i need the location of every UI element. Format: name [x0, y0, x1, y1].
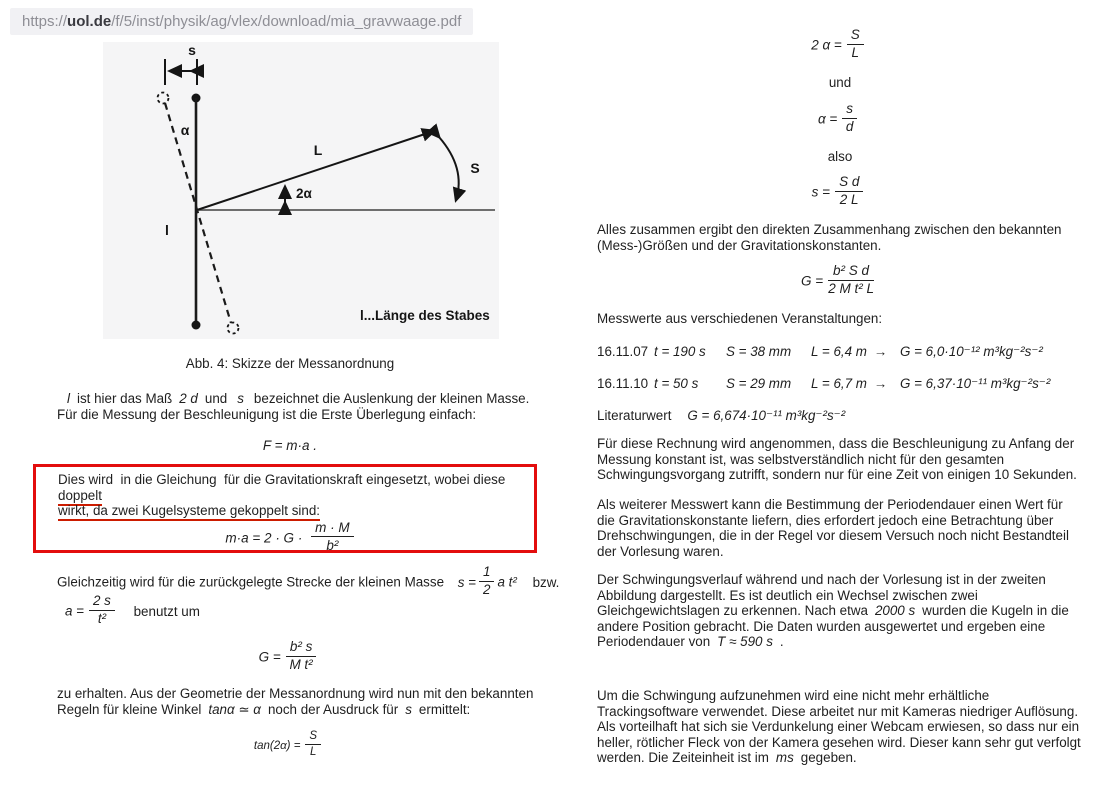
- measurement-row-2: [597, 376, 1089, 392]
- var-2d: 2 d: [179, 391, 198, 406]
- formula-lhs: s =: [811, 184, 831, 200]
- row-time: t = 190 s: [654, 344, 706, 359]
- tracking-paragraph: [597, 688, 1087, 766]
- formula-lhs: G =: [801, 273, 824, 289]
- row-L-value: L = 6,7 m: [811, 376, 867, 391]
- var-s: s: [237, 391, 244, 406]
- mass-bottom-dot: [192, 321, 201, 330]
- arrow-icon: →: [874, 376, 888, 391]
- geometry-text-2: noch der Ausdruck für: [267, 701, 399, 717]
- small-angle-relation: tanα ≃ α: [208, 701, 261, 717]
- tracking-text-1: Um die Schwingung aufzunehmen wird eine nicht mehr erhältliche Trackingsoftware verwendet. Diese arbeitet nur mit Kameras niedriger Auflösung. Als vorteilhaft hat sich sie Verdunkelung einer Webcam erwiesen, so dass nur ein heller, rötlicher Fleck von der Kamera gesehen wird. Dieser kann sehr gut verfolgt werden. Die Zeiteinheit ist im: [597, 688, 1081, 766]
- periodendauer-paragraph: Als weiterer Messwert kann die Bestimmung der Periodendauer einen Wert für die Gravitationskonstante liefern, dies erfordert jedoch eine Betrachtung über Drehschwingungen, die in der Regel vor diesem Versuch noch nicht Bestandteil der Vorlesung waren.: [597, 497, 1069, 559]
- label-S: S: [470, 160, 480, 176]
- unit-ms: ms: [775, 750, 794, 766]
- label-s-displacement: s: [188, 42, 196, 58]
- row-G-result: G = 6,0·10⁻¹² m³kg⁻²s⁻²: [900, 344, 1043, 359]
- fraction: $\frac{2 s}{\text{t²}}$: [89, 594, 115, 626]
- formula-alpha: [593, 101, 1087, 136]
- literaturwert-label: Literaturwert: [597, 408, 672, 423]
- connector-also: also: [827, 149, 853, 164]
- url-prefix: https://: [22, 12, 68, 30]
- intro-text-2: und: [204, 391, 228, 406]
- literaturwert-value: G = 6,674·10⁻¹¹ m³kg⁻²s⁻²: [687, 408, 846, 423]
- formula-newton: F = m·a .: [262, 438, 318, 453]
- redbox-underlined-1: doppelt: [58, 488, 102, 506]
- row-S-value: S = 29 mm: [726, 376, 792, 391]
- messwerte-title: Messwerte aus verschiedenen Veranstaltungen:: [597, 311, 883, 326]
- formula-s-result: [593, 174, 1087, 209]
- url-status-bubble: [10, 8, 473, 35]
- url-path: /f/5/inst/physik/ag/vlex/download/mia_gravwaage.pdf: [111, 12, 462, 30]
- rechnung-paragraph: Für diese Rechnung wird angenommen, dass die Beschleunigung zu Anfang der Messung konstant ist, was selbstverständlich nicht für den gesamten Schwingungsvorgang zutrifft, sondern nur für eine Zeit von einigen 10 Sekunden.: [597, 436, 1077, 483]
- schwingungsverlauf-paragraph: [597, 572, 1087, 650]
- fraction: $\frac{\text{b² s}}{\text{M t²}}$: [286, 640, 317, 672]
- acceleration-line: [65, 593, 465, 628]
- schwingung-text-2: wurden die Kugeln in die andere Position gebracht. Die Daten wurden ausgewertet und ergeben eine Periodendauer von: [597, 603, 1069, 650]
- formula-lhs: 2 α =: [811, 37, 842, 53]
- arrow-icon: →: [874, 344, 888, 359]
- label-l-rod: l: [165, 222, 169, 238]
- label-L: L: [313, 142, 323, 158]
- fraction: $\frac{1}{2}$: [479, 565, 494, 597]
- formula-gravitation-force: [58, 519, 526, 555]
- red-annotation-box: [33, 464, 537, 553]
- formula-lhs: tan(2α) =: [253, 740, 301, 753]
- fraction: $\frac{\text{S d}}{2 L}$: [835, 175, 863, 207]
- intro-text-3: bezeichnet die Auslenkung der kleinen Masse.: [253, 391, 530, 406]
- formula-G-simple: [36, 639, 544, 674]
- intro-paragraph: [57, 391, 543, 422]
- formula-tan2alpha: [36, 732, 544, 760]
- var-l: l: [67, 391, 70, 406]
- gleichzeitig-line: [57, 564, 560, 599]
- schwingung-text-3: .: [779, 634, 784, 650]
- formula-s-lhs: s =: [457, 574, 477, 590]
- redbox-text-1: Dies wird in die Gleichung für die Gravitationskraft eingesetzt, wobei diese: [58, 472, 510, 487]
- fraction: $\frac{S}{L}$: [847, 28, 864, 60]
- formula-a-lhs: a =: [65, 603, 84, 619]
- schwingung-text-1: Der Schwingungsverlauf während und nach der Vorlesung ist in der zweiten Abbildung dargestellt. Es ist deutlich ein Wechsel zwischen zwei Gleichgewichtslagen zu erkennen. Nach etwa: [597, 572, 1046, 619]
- measurement-sketch-diagram: [103, 42, 499, 339]
- geometry-text-3: ermittelt:: [418, 701, 471, 717]
- intro-text-1: ist hier das Maß: [76, 391, 173, 406]
- row-date: 16.11.07: [597, 344, 649, 359]
- legend-rod-length-text: l...Länge des Stabes: [360, 308, 490, 323]
- value-2000s: 2000 s: [874, 603, 916, 619]
- label-alpha: α: [180, 122, 190, 138]
- url-domain: uol.de: [67, 12, 112, 30]
- geometry-text-1: zu erhalten. Aus der Geometrie der Messanordnung wird nun mit den bekannten Regeln für kleine Winkel: [57, 686, 534, 717]
- row-G-result: G = 6,37·10⁻¹¹ m³kg⁻²s⁻²: [900, 376, 1051, 391]
- label-2alpha: 2α: [296, 186, 312, 201]
- fraction: $\frac{\text{b² S d}}{\text{2 M t² L}}$: [828, 263, 874, 296]
- formula-lhs: G =: [258, 649, 281, 665]
- figure-caption: Abb. 4: Skizze der Messanordnung: [185, 356, 395, 371]
- geometry-paragraph: [57, 686, 543, 717]
- gleichzeitig-bzw: bzw.: [532, 574, 560, 590]
- row-L-value: L = 6,4 m: [811, 344, 867, 359]
- connector-und: und: [828, 75, 852, 90]
- gleichzeitig-text: Gleichzeitig wird für die zurückgelegte Strecke der kleinen Masse: [57, 574, 445, 590]
- value-period-T: T ≈ 590 s: [717, 634, 773, 650]
- fraction: $\frac{s}{d}$: [842, 102, 857, 134]
- formula-s-rhs: a t²: [497, 574, 517, 590]
- fraction: $\frac{m \cdot M}{\text{b²}}$: [311, 521, 354, 553]
- row-date: 16.11.10: [597, 376, 649, 391]
- redbox-underlined-2: wirkt, da zwei Kugelsysteme gekoppelt sind:: [58, 503, 320, 521]
- formula-2alpha: [593, 27, 1087, 62]
- row-S-value: S = 38 mm: [726, 344, 792, 359]
- intro-text-4: Für die Messung der Beschleunigung ist die Erste Überlegung einfach:: [57, 406, 477, 422]
- tracking-text-2: gegeben.: [800, 750, 857, 766]
- fraction: $\frac{S}{L}$: [305, 730, 321, 758]
- formula-G-full: [593, 263, 1087, 298]
- formula-lhs: α =: [817, 111, 838, 127]
- row-time: t = 50 s: [654, 376, 699, 391]
- measurement-row-1: [597, 344, 1089, 360]
- figure-sketch: [103, 42, 499, 339]
- benutzt-um-text: benutzt um: [133, 603, 200, 619]
- literaturwert-line: [597, 408, 1081, 424]
- formula-lhs: m·a = 2 · G ·: [225, 530, 303, 546]
- var-s: s: [405, 701, 412, 717]
- alles-zusammen-paragraph: Alles zusammen ergibt den direkten Zusammenhang zwischen den bekannten (Mess-)Größen und der Gravitationskonstanten.: [597, 222, 1062, 253]
